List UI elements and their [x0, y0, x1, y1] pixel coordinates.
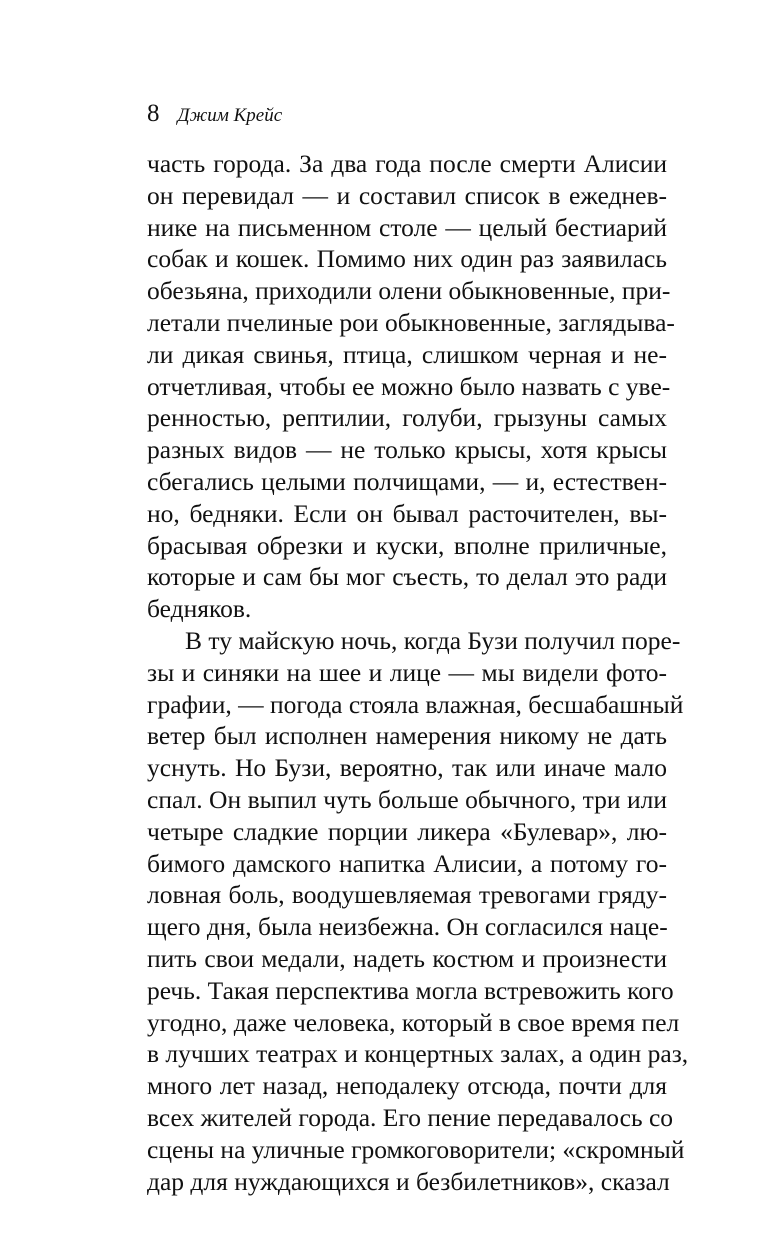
running-title-author: Джим Крейс — [177, 105, 283, 126]
page-number: 8 — [147, 100, 160, 127]
text-line: ветер был исполнен намерения никому не дать — [147, 721, 667, 751]
text-line: всех жителей города. Его пение передавалось со — [147, 1102, 674, 1132]
text-line: ренностью, рептилии, голуби, грызуны самых — [147, 403, 667, 433]
text-line: обезьяна, приходили олени обыкновенные, при- — [147, 276, 671, 306]
text-line: зы и синяки на шее и лице — мы видели фото- — [147, 657, 667, 687]
text-line: много лет назад, неподалеку отсюда, почти для — [147, 1071, 667, 1101]
text-line: нике на письменном столе — целый бестиарий — [147, 212, 667, 242]
body-text — [147, 148, 689, 1197]
text-line: но, бедняки. Если он бывал расточителен, вы- — [147, 498, 667, 528]
text-line: ли дикая свинья, птица, слишком черная и не- — [147, 339, 667, 369]
text-line: брасывая обрезки и куски, вполне приличные, — [147, 530, 667, 560]
text-line: разных видов — не только крысы, хотя крысы — [147, 435, 667, 465]
text-line: собак и кошек. Помимо них один раз заявилась — [147, 244, 667, 274]
text-line: спал. Он выпил чуть больше обычного, три или — [147, 784, 667, 814]
text-line: щего дня, была неизбежна. Он согласился наце- — [147, 912, 668, 942]
text-line: речь. Такая перспектива могла встревожить кого — [147, 975, 674, 1005]
text-line: летали пчелиные рои обыкновенные, заглядыва- — [147, 307, 675, 337]
text-line: ловная боль, воодушевляемая тревогами гряду- — [147, 880, 667, 910]
text-line: отчетливая, чтобы ее можно было назвать с уве- — [147, 371, 671, 401]
text-line: сбегались целыми полчищами, — и, естествен- — [147, 466, 667, 496]
text-line: пить свои медали, надеть костюм и произнести — [147, 943, 667, 973]
text-line: часть города. За два года после смерти Алисии — [147, 149, 667, 178]
text-line: четыре сладкие порции ликера «Булевар», лю- — [147, 816, 667, 846]
text-line: сцены на уличные громкоговорители; «скромный — [147, 1134, 685, 1164]
text-line: бимого дамского напитка Алисии, а потому го- — [147, 848, 667, 878]
text-line-paragraph-end: бедняков. — [147, 594, 252, 624]
page-header — [147, 100, 282, 130]
text-line: он перевидал — и составил список в ежеднев- — [147, 180, 667, 210]
text-line: графии, — погода стояла влажная, бесшабашный — [147, 689, 684, 719]
text-line: в лучших театрах и концертных залах, а один раз, — [147, 1039, 689, 1069]
text-line: дар для нуждающихся и безбилетников», сказал — [147, 1166, 670, 1196]
text-line: уснуть. Но Бузи, вероятно, так или иначе мало — [147, 753, 667, 783]
text-line: которые и сам бы мог съесть, то делал это ради — [147, 562, 667, 592]
text-line: угодно, даже человека, который в свое время пел — [147, 1007, 680, 1037]
text-line-paragraph-start: В ту майскую ночь, когда Бузи получил поре- — [185, 625, 681, 655]
